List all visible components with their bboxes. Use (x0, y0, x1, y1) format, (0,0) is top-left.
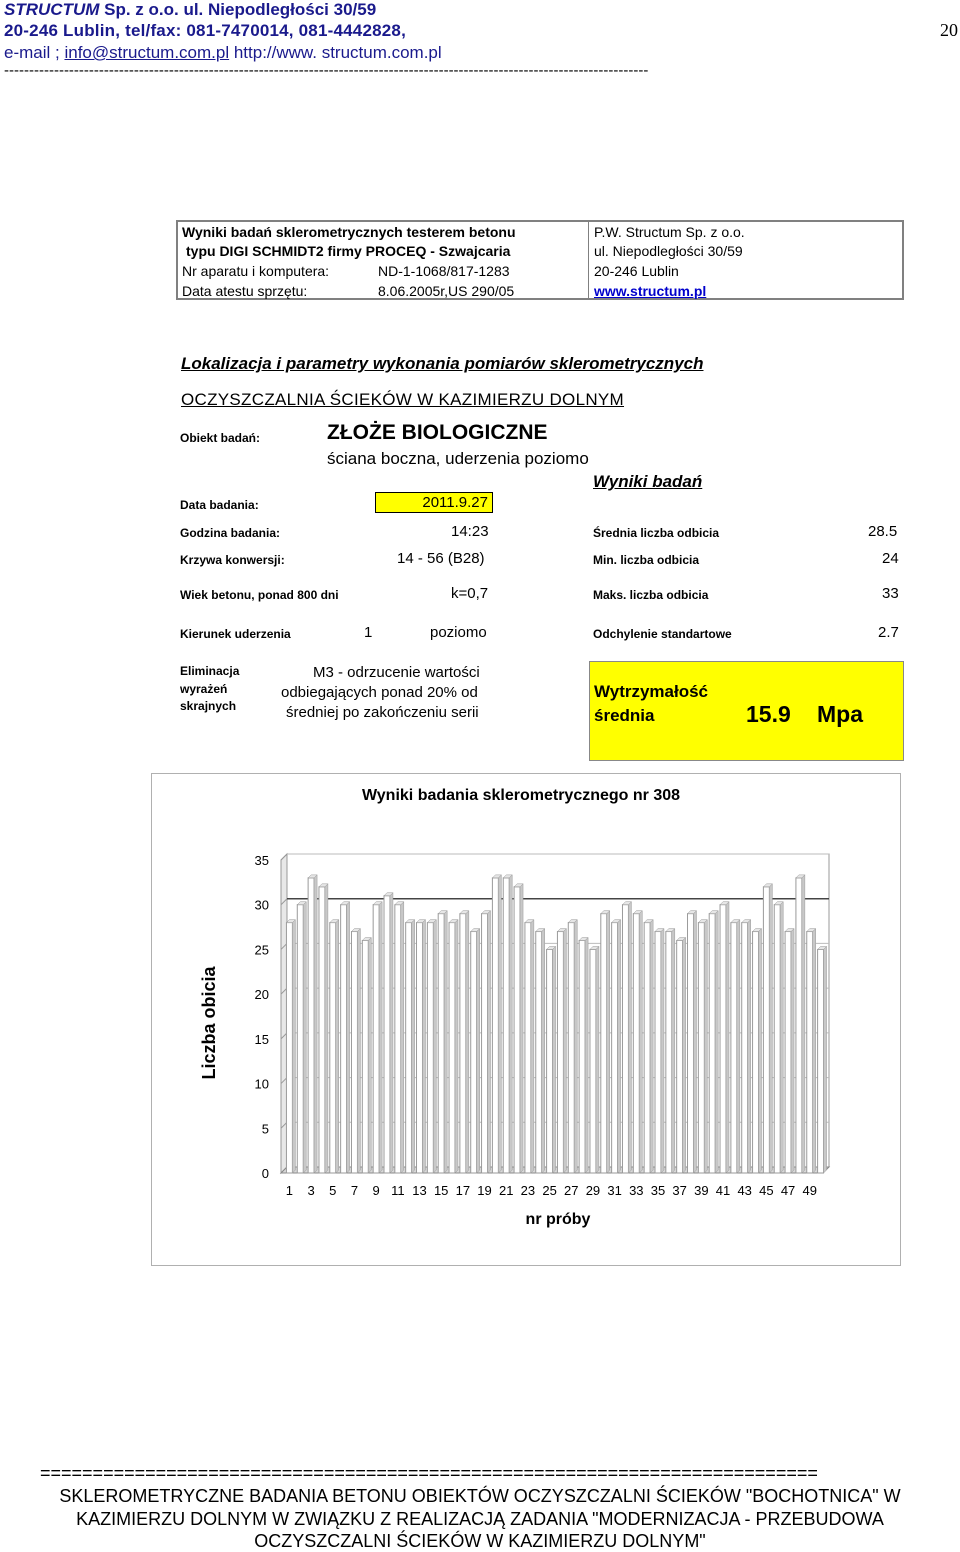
rebound-bar-chart (151, 773, 901, 1266)
chart-x-tick-label: 47 (780, 1183, 796, 1198)
chart-y-tick-label: 20 (254, 987, 269, 1003)
strength-label-1: Wytrzymałość (594, 682, 709, 701)
chart-bar-front (373, 905, 379, 1173)
chart-x-tick-label: 13 (412, 1183, 427, 1198)
web-text: http://www. structum.com.pl (229, 43, 442, 62)
footer-divider: ========================================================================== (40, 1463, 818, 1483)
strength-label-2: średnia (594, 706, 655, 725)
age-value: k=0,7 (451, 585, 489, 602)
date-label: Data badania: (180, 498, 259, 512)
chart-bar-side (574, 920, 577, 1173)
date-value: 2011.9.27 (375, 492, 493, 513)
chart-bar-front (677, 940, 683, 1173)
chart-bar-side (672, 929, 675, 1173)
chart-bar-front (417, 923, 423, 1173)
chart-bar (351, 929, 360, 1173)
chart-bar-side (455, 920, 458, 1173)
chart-bar-side (336, 920, 339, 1173)
chart-bar-side (401, 902, 404, 1173)
chart-bar (417, 920, 426, 1173)
cert-label: Data atestu sprzętu: (182, 283, 308, 299)
lab-city: 20-246 Lublin (594, 263, 679, 279)
chart-bar-front (395, 905, 401, 1173)
chart-bar-front (427, 923, 433, 1173)
chart-bar (547, 946, 556, 1173)
time-label: Godzina badania: (180, 526, 281, 540)
chart-x-tick-label: 29 (585, 1183, 601, 1198)
chart-bar-side (542, 929, 545, 1173)
chart-bar-front (438, 914, 444, 1173)
header-email-line (4, 43, 442, 63)
elimination-label-1: Eliminacja (180, 664, 240, 678)
curve-label: Krzywa konwersji: (180, 553, 285, 567)
section-title: Lokalizacja i parametry wykonania pomiarów sklerometrycznych (181, 354, 704, 373)
chart-y-axis-label: Liczba obicia (199, 966, 219, 1080)
chart-bar (774, 902, 783, 1173)
chart-bar-front (601, 914, 607, 1173)
chart-bar (319, 884, 328, 1173)
chart-bar-side (553, 946, 556, 1173)
chart-bar (677, 937, 686, 1173)
chart-bar-front (319, 887, 325, 1173)
chart-x-tick-label: 17 (455, 1183, 471, 1198)
chart-bar-side (477, 929, 480, 1173)
chart-bar-side (683, 937, 686, 1173)
chart-bar-front (698, 923, 704, 1173)
chart-bar (341, 902, 350, 1173)
chart-bar-front (774, 905, 780, 1173)
chart-x-tick-label: 43 (737, 1183, 752, 1198)
chart-bar-front (308, 878, 314, 1173)
header-contact: 20-246 Lublin, tel/fax: 081-7470014, 081-4442828, (4, 21, 406, 40)
min-label: Min. liczba odbicia (593, 553, 700, 567)
chart-bar (492, 875, 501, 1173)
chart-bar-side (737, 920, 740, 1173)
chart-x-tick-label: 1 (285, 1183, 294, 1198)
chart-bar (482, 911, 491, 1173)
chart-bar-side (325, 884, 328, 1173)
info-title-2: typu DIGI SCHMIDT2 firmy PROCEQ - Szwajcaria (186, 243, 511, 259)
chart-bar (471, 929, 480, 1173)
elimination-text-2: odbiegających ponad 20% od (281, 684, 478, 701)
avg-value: 28.5 (868, 523, 898, 540)
chart-bar (622, 902, 631, 1173)
chart-bar (568, 920, 577, 1173)
chart-bar-front (818, 949, 824, 1173)
chart-bar-front (547, 949, 553, 1173)
chart-bar-side (292, 920, 295, 1173)
chart-bar (406, 920, 415, 1173)
chart-bar (655, 929, 664, 1173)
chart-bar-front (286, 923, 292, 1173)
chart-bar-side (347, 902, 350, 1173)
chart-bar (395, 902, 404, 1173)
chart-y-tick-label: 25 (254, 942, 269, 958)
elimination-label-3: skrajnych (180, 699, 237, 713)
chart-bar-side (379, 902, 382, 1173)
chart-bar-front (514, 887, 520, 1173)
direction-label: Kierunek uderzenia (180, 627, 291, 641)
chart-bar (579, 937, 588, 1173)
chart-y-tick-label: 10 (254, 1076, 269, 1092)
lab-company: P.W. Structum Sp. z o.o. (594, 224, 745, 240)
chart-x-tick-label: 39 (694, 1183, 709, 1198)
chart-bar-side (596, 946, 599, 1173)
chart-bar-side (791, 929, 794, 1173)
chart-bar (796, 875, 805, 1173)
chart-x-axis-label: nr próby (525, 1211, 591, 1228)
chart-x-tick-label: 33 (629, 1183, 644, 1198)
chart-bar (525, 920, 534, 1173)
chart-bar (698, 920, 707, 1173)
chart-bar (753, 929, 762, 1173)
chart-bar-side (498, 875, 501, 1173)
chart-x-tick-label: 45 (759, 1183, 774, 1198)
chart-bar-side (314, 875, 317, 1173)
email-prefix: e-mail ; (4, 43, 65, 62)
chart-bar-front (763, 887, 769, 1173)
email-link[interactable]: info@structum.com.pl (64, 43, 230, 62)
chart-bar-side (628, 902, 631, 1173)
chart-bar-front (482, 914, 488, 1173)
chart-x-tick-label: 19 (477, 1183, 492, 1198)
device-label: Nr aparatu i komputera: (182, 263, 330, 279)
chart-x-tick-label: 35 (650, 1183, 666, 1198)
elimination-text-3: średniej po zakończeniu serii (286, 704, 479, 721)
company-address: Sp. z o.o. ul. Niepodległości 30/59 (99, 0, 377, 19)
chart-bar-front (330, 923, 336, 1173)
chart-bar-side (769, 884, 772, 1173)
chart-bar-side (520, 884, 523, 1173)
age-label: Wiek betonu, ponad 800 dni (180, 588, 339, 602)
elimination-label-2: wyrażeń (180, 682, 228, 696)
chart-bar-front (362, 940, 368, 1173)
chart-bar (731, 920, 740, 1173)
chart-bar-side (488, 911, 491, 1173)
chart-x-tick-label: 25 (542, 1183, 557, 1198)
chart-bar-side (813, 929, 816, 1173)
chart-bar-side (650, 920, 653, 1173)
chart-bar (308, 875, 317, 1173)
results-heading: Wyniki badań (593, 472, 703, 491)
chart-bar (557, 929, 566, 1173)
chart-bar (785, 929, 794, 1173)
max-value: 33 (882, 585, 899, 602)
device-value: ND-1-1068/817-1283 (378, 263, 510, 279)
chart-x-tick-label: 15 (433, 1183, 449, 1198)
chart-bar-side (639, 911, 642, 1173)
chart-bar-front (709, 914, 715, 1173)
chart-bar-side (466, 911, 469, 1173)
chart-bar-side (704, 920, 707, 1173)
chart-bar (763, 884, 772, 1173)
chart-bar (460, 911, 469, 1173)
chart-bar (666, 929, 675, 1173)
chart-bar (373, 902, 382, 1173)
chart-y-tick-label: 0 (261, 1166, 269, 1181)
chart-bar-front (492, 878, 498, 1173)
chart-bar (514, 884, 523, 1173)
section-subtitle: OCZYSZCZALNIA ŚCIEKÓW W KAZIMIERZU DOLNYM (181, 390, 625, 409)
chart-bar (601, 911, 610, 1173)
chart-bar-side (607, 911, 610, 1173)
std-label: Odchylenie standartowe (593, 627, 732, 641)
chart-x-tick-label: 31 (607, 1183, 622, 1198)
lab-web-link[interactable]: www.structum.pl (594, 283, 707, 299)
chart-bar (612, 920, 621, 1173)
object-value: ZŁOŻE BIOLOGICZNE (327, 421, 548, 444)
device-info-box (176, 220, 904, 300)
chart-bar-front (688, 914, 694, 1173)
header-divider: --------------------------------------------------------------------------------------------------------------------------------- (4, 62, 649, 79)
chart-x-tick-label: 23 (520, 1183, 536, 1198)
chart-y-tick-label: 30 (254, 897, 269, 913)
chart-bar-front (731, 923, 737, 1173)
footer-line-2: KAZIMIERZU DOLNYM W ZWIĄZKU Z REALIZACJĄ ZADANIA "MODERNIZACJA - PRZEBUDOWA (76, 1509, 884, 1529)
chart-bar-side (585, 937, 588, 1173)
elimination-text-1: M3 - odrzucenie wartości (313, 664, 480, 681)
chart-bar-side (563, 929, 566, 1173)
chart-bar-side (748, 920, 751, 1173)
chart-bar-front (666, 932, 672, 1173)
chart-bar-side (422, 920, 425, 1173)
chart-x-tick-label: 3 (307, 1183, 315, 1198)
footer-line-3: OCZYSZCZALNI ŚCIEKÓW W KAZIMIERZU DOLNYM" (254, 1531, 706, 1551)
chart-bar-front (590, 949, 596, 1173)
chart-x-tick-label: 11 (391, 1183, 405, 1198)
chart-bar-front (644, 923, 650, 1173)
chart-bar (286, 920, 295, 1173)
chart-x-tick-label: 41 (715, 1183, 731, 1198)
chart-bar-front (471, 932, 477, 1173)
chart-bar-side (433, 920, 436, 1173)
strength-unit: Mpa (817, 701, 863, 727)
object-detail: ściana boczna, uderzenia poziomo (327, 449, 589, 468)
lab-street: ul. Niepodległości 30/59 (594, 243, 743, 259)
chart-bar-front (807, 932, 813, 1173)
chart-bar (330, 920, 339, 1173)
chart-bar (742, 920, 751, 1173)
chart-bar (536, 929, 545, 1173)
chart-bar-side (509, 875, 512, 1173)
chart-bar-side (368, 937, 371, 1173)
direction-number: 1 (364, 624, 373, 641)
strength-box (589, 661, 904, 761)
chart-bar (503, 875, 512, 1173)
chart-bar-front (351, 932, 357, 1173)
chart-y-tick-label: 15 (254, 1031, 269, 1047)
chart-bar (438, 911, 447, 1173)
chart-bar-side (531, 920, 534, 1173)
cert-value: 8.06.2005r,US 290/05 (378, 283, 515, 299)
info-box-divider (588, 222, 589, 298)
min-value: 24 (882, 550, 899, 567)
chart-bar (644, 920, 653, 1173)
avg-label: Średnia liczba odbicia (593, 526, 720, 540)
company-name: STRUCTUM (4, 0, 100, 19)
chart-bar-front (579, 940, 585, 1173)
chart-bar-front (633, 914, 639, 1173)
chart-bar-front (449, 923, 455, 1173)
chart-bar (590, 946, 599, 1173)
curve-value: 14 - 56 (B28) (397, 550, 485, 567)
chart-bar-side (824, 946, 827, 1173)
chart-x-tick-label: 49 (802, 1183, 817, 1198)
chart-bar-front (384, 896, 390, 1173)
chart-bar-front (536, 932, 542, 1173)
chart-bar (720, 902, 729, 1173)
chart-bar-front (796, 878, 802, 1173)
chart-bar (362, 937, 371, 1173)
chart-bar-side (759, 929, 762, 1173)
time-value: 14:23 (451, 523, 489, 540)
chart-bar-front (622, 905, 628, 1173)
chart-bar-side (693, 911, 696, 1173)
chart-bar-front (557, 932, 563, 1173)
chart-bar (297, 902, 306, 1173)
chart-bar (427, 920, 436, 1173)
chart-bar-side (726, 902, 729, 1173)
chart-bar (709, 911, 718, 1173)
chart-bar-side (715, 911, 718, 1173)
direction-value: poziomo (430, 624, 487, 641)
chart-x-tick-label: 37 (672, 1183, 687, 1198)
chart-x-tick-label: 7 (350, 1183, 359, 1198)
chart-bar (633, 911, 642, 1173)
chart-bar-front (753, 932, 759, 1173)
chart-title: Wyniki badania sklerometrycznego nr 308 (361, 787, 681, 804)
chart-bar-side (618, 920, 621, 1173)
std-value: 2.7 (878, 624, 899, 641)
object-label: Obiekt badań: (180, 431, 261, 445)
chart-bar-side (390, 893, 393, 1173)
chart-bar-front (655, 932, 661, 1173)
chart-bar-front (503, 878, 509, 1173)
chart-y-tick-label: 5 (261, 1121, 269, 1137)
chart-bar-front (785, 932, 791, 1173)
chart-bar-side (802, 875, 805, 1173)
chart-bar (384, 893, 393, 1173)
strength-value: 15.9 (746, 701, 791, 727)
chart-bar (688, 911, 697, 1173)
chart-bar-side (357, 929, 360, 1173)
chart-bar-front (297, 905, 303, 1173)
chart-bar-front (742, 923, 748, 1173)
chart-bar-front (460, 914, 466, 1173)
chart-bar-front (612, 923, 618, 1173)
chart-bar-side (661, 929, 664, 1173)
chart-bar-front (720, 905, 726, 1173)
chart-bar-side (780, 902, 783, 1173)
max-label: Maks. liczba odbicia (593, 588, 709, 602)
chart-x-tick-label: 21 (498, 1183, 514, 1198)
chart-bar (449, 920, 458, 1173)
chart-bar-front (568, 923, 574, 1173)
footer-line-1: SKLEROMETRYCZNE BADANIA BETONU OBIEKTÓW OCZYSZCZALNI ŚCIEKÓW "BOCHOTNICA" W (59, 1486, 901, 1506)
chart-bar-front (406, 923, 412, 1173)
chart-bar-side (303, 902, 306, 1173)
chart-bar (807, 929, 816, 1173)
info-title-1: Wyniki badań sklerometrycznych testerem betonu (182, 224, 516, 240)
chart-bar-front (341, 905, 347, 1173)
chart-bar (818, 946, 827, 1173)
chart-x-tick-label: 9 (372, 1183, 380, 1198)
page-number: 20 (940, 20, 958, 40)
header-company (4, 0, 376, 20)
chart-x-tick-label: 5 (329, 1183, 337, 1198)
chart-x-tick-label: 27 (564, 1183, 579, 1198)
chart-y-tick-label: 35 (254, 853, 269, 868)
chart-bar-side (412, 920, 415, 1173)
chart-bar-side (444, 911, 447, 1173)
chart-bar-front (525, 923, 531, 1173)
